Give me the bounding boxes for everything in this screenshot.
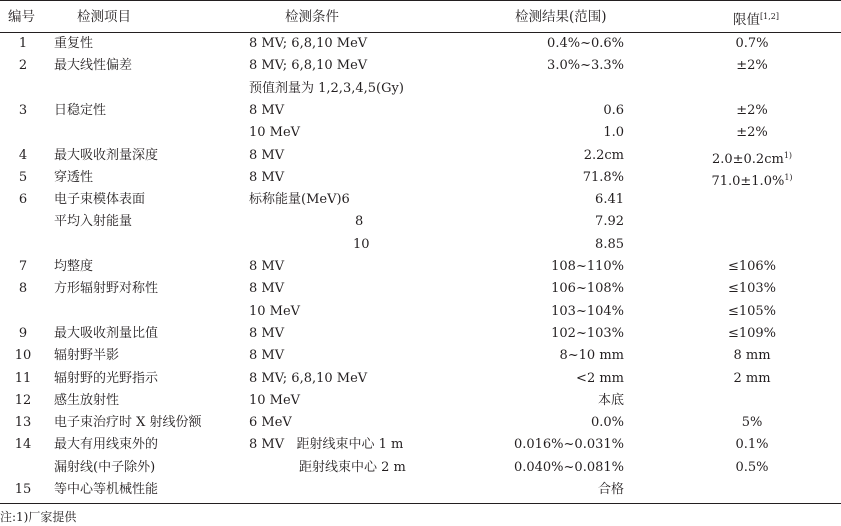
table-row: [0, 323, 841, 345]
cell-no: 11: [14, 370, 32, 386]
table-row: [0, 479, 841, 501]
cell-limit-value: 5%: [741, 415, 763, 431]
cell-limit: [688, 412, 816, 434]
cell-condition: 预值剂量为 1,2,3,4,5(Gy): [249, 80, 404, 96]
cell-item: 最大线性偏差: [54, 58, 133, 74]
cell-limit: [688, 122, 816, 144]
cell-no: 3: [18, 102, 28, 118]
cell-result: 7.92: [595, 214, 624, 230]
cell-limit-value: ≤109%: [727, 325, 777, 341]
cell-result: 6.41: [595, 192, 624, 208]
table-row: [0, 301, 841, 323]
cell-limit-value: ≤106%: [727, 259, 777, 274]
header-condition: 检测条件: [285, 9, 339, 25]
cell-no: 4: [18, 147, 28, 163]
cell-result: 本底: [597, 392, 624, 408]
table-row: [0, 457, 841, 479]
table-top-rule: [0, 0, 841, 1]
cell-item: 感生放射性: [54, 392, 120, 408]
cell-condition: 8 MV; 6,8,10 MeV: [249, 36, 368, 51]
cell-no: 8: [18, 281, 28, 297]
cell-limit: [688, 345, 816, 367]
cell-condition: 8 MV: [249, 348, 285, 364]
cell-no: 5: [18, 169, 28, 185]
table-header: [0, 6, 841, 28]
cell-limit: [688, 323, 816, 345]
header-item: 检测项目: [77, 9, 131, 25]
table-footnote: 注:1)厂家提供: [0, 510, 77, 524]
cell-item: 辐射野的光野指示: [54, 370, 159, 386]
cell-limit-value: ±2%: [736, 102, 768, 118]
cell-item: 辐射野半影: [54, 348, 120, 364]
table-row: [0, 189, 841, 211]
table-row: [0, 145, 841, 167]
table-row: [0, 390, 841, 412]
cell-result: 1.0: [603, 125, 624, 141]
cell-condition: 6 MeV: [249, 415, 292, 431]
table-row: [0, 345, 841, 367]
cell-condition: 8 MV: [249, 325, 285, 341]
cell-limit-value: 0.1%: [735, 437, 769, 453]
cell-condition: 10 MeV: [249, 125, 301, 141]
cell-result: 0.6: [603, 102, 624, 118]
cell-no: 14: [14, 437, 32, 453]
table-row: [0, 33, 841, 55]
cell-limit: [688, 457, 816, 479]
cell-result: 102~103%: [551, 325, 624, 341]
table-row: [0, 278, 841, 300]
table-bottom-rule: [0, 503, 841, 504]
cell-no: 6: [18, 192, 28, 208]
cell-condition: 8 MV: [249, 281, 285, 297]
cell-condition: 8 MV: [249, 147, 285, 163]
cell-condition: 8 MV; 6,8,10 MeV: [249, 370, 368, 386]
table-row: [0, 100, 841, 122]
cell-condition: 8 MV: [249, 102, 285, 118]
cell-no: 9: [18, 325, 28, 341]
cell-item: 等中心等机械性能: [54, 482, 159, 497]
cell-result: <2 mm: [576, 370, 624, 386]
cell-result: 0.4%~0.6%: [547, 36, 624, 51]
cell-result: 0.040%~0.081%: [513, 459, 624, 475]
cell-result: 0.016%~0.031%: [513, 437, 624, 453]
cell-item: 穿透性: [54, 169, 94, 185]
cell-item: 漏射线(中子除外): [54, 459, 156, 475]
cell-result: 106~108%: [551, 281, 624, 297]
cell-item: 日稳定性: [54, 102, 107, 118]
cell-result: 8~10 mm: [559, 348, 624, 364]
cell-limit: [688, 368, 816, 390]
cell-limit-value: ±2%: [736, 125, 768, 141]
cell-condition: 10 MeV: [249, 392, 301, 408]
cell-no: 10: [14, 348, 32, 364]
cell-limit: [688, 278, 816, 300]
cell-no: 1: [18, 36, 28, 51]
cell-condition: 8 MV: [249, 259, 285, 274]
cell-limit-value: 8 mm: [733, 348, 771, 364]
cell-item: 最大吸收剂量比值: [54, 325, 159, 341]
cell-limit-footnote: 1): [783, 150, 793, 160]
cell-item: 平均入射能量: [54, 214, 133, 230]
table-row: [0, 211, 841, 233]
cell-item: 方形辐射野对称性: [54, 281, 159, 297]
cell-condition: 8 MV: [249, 169, 285, 185]
cell-limit: [688, 33, 816, 55]
cell-result: 71.8%: [582, 169, 624, 185]
cell-condition: 8: [355, 214, 364, 230]
cell-condition: 8 MV 距射线束中心 1 m: [249, 437, 404, 453]
cell-condition: 距射线束中心 2 m: [299, 459, 406, 475]
cell-limit-footnote: 1): [784, 172, 793, 182]
cell-condition: 8 MV; 6,8,10 MeV: [249, 58, 368, 74]
cell-result: 103~104%: [551, 303, 624, 319]
header-limit: [733, 6, 779, 31]
cell-limit-value: 0.7%: [735, 36, 769, 51]
cell-limit: [688, 55, 816, 77]
cell-result: 合格: [597, 482, 624, 497]
table-row: [0, 167, 841, 189]
cell-condition: 标称能量(MeV)6: [249, 192, 350, 208]
table-row: [0, 55, 841, 77]
cell-result: 8.85: [595, 236, 624, 252]
cell-limit-value: 0.5%: [735, 459, 769, 475]
cell-item: 电子束治疗时 X 射线份额: [54, 415, 202, 431]
cell-condition: 10: [353, 236, 370, 252]
cell-limit: [688, 100, 816, 122]
cell-limit-value: 2.0±0.2cm: [711, 151, 784, 167]
header-result: 检测结果(范围): [515, 9, 607, 25]
table-row: [0, 412, 841, 434]
cell-limit-value: ≤103%: [727, 281, 777, 297]
cell-condition: 10 MeV: [249, 303, 301, 319]
header-limit-label: 限值: [733, 12, 760, 28]
cell-limit-value: 71.0±1.0%: [711, 173, 785, 189]
cell-item: 重复性: [54, 36, 94, 51]
cell-result: 2.2cm: [583, 147, 624, 163]
cell-limit: [688, 434, 816, 456]
cell-result: 0.0%: [590, 415, 624, 431]
cell-no: 2: [18, 58, 28, 74]
cell-no: 15: [14, 482, 32, 497]
cell-limit-value: ±2%: [736, 58, 768, 74]
cell-item: 电子束模体表面: [54, 192, 146, 208]
cell-item: 最大吸收剂量深度: [54, 147, 159, 163]
header-no: 编号: [8, 9, 35, 25]
cell-limit-value: ≤105%: [727, 303, 777, 319]
cell-result: 108~110%: [551, 259, 624, 274]
cell-result: 3.0%~3.3%: [547, 58, 624, 74]
cell-no: 7: [18, 259, 28, 274]
table-row: [0, 434, 841, 456]
cell-item: 最大有用线束外的: [54, 437, 159, 453]
table-row: [0, 368, 841, 390]
table-row: [0, 78, 841, 100]
table-row: [0, 234, 841, 256]
cell-limit: [688, 256, 816, 278]
cell-limit: [688, 301, 816, 323]
cell-no: 13: [14, 415, 32, 431]
header-limit-ref: [1,2]: [760, 12, 779, 21]
table-row: [0, 256, 841, 278]
cell-no: 12: [14, 392, 32, 408]
cell-item: 均整度: [54, 259, 94, 274]
cell-limit-value: 2 mm: [733, 370, 771, 386]
table-row: [0, 122, 841, 144]
